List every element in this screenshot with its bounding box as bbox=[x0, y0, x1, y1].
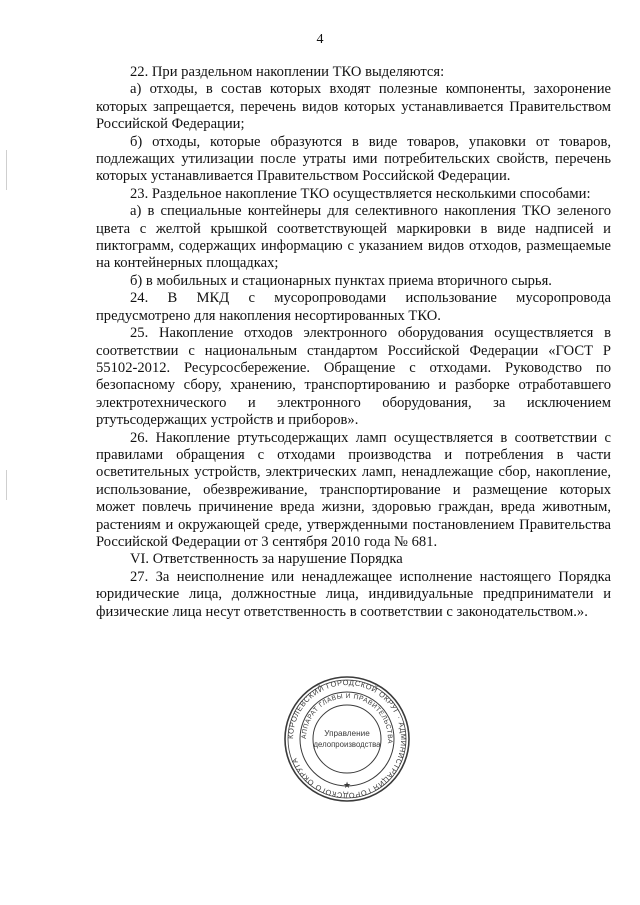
page-number: 4 bbox=[316, 32, 324, 47]
official-seal bbox=[282, 674, 412, 804]
scan-margin-mark bbox=[6, 150, 7, 190]
seal-center-line-1: Управление bbox=[324, 729, 370, 738]
scan-margin-mark bbox=[6, 470, 7, 500]
seal-outer-text: КОРОЛЕВСКИЙ ГОРОДСКОЙ ОКРУГ · АДМИНИСТРАЦИЯ ГОРОДСКОГО ОКРУГА bbox=[285, 677, 409, 801]
seal-star-icon: ★ bbox=[342, 780, 352, 790]
paragraph-22: 22. При раздельном накоплении ТКО выделяются: bbox=[130, 64, 445, 80]
document-body bbox=[96, 64, 611, 621]
paragraph-23: 23. Раздельное накопление ТКО осуществляется несколькими способами: bbox=[130, 185, 591, 202]
paragraph-27: 27. За неисполнение или ненадлежащее исполнение настоящего Порядка юридические лица, должностные лица, индивидуальные предприниматели и физические лица несут ответственность в соответствии с законодательством.». bbox=[96, 568, 611, 620]
section-heading: VI. Ответственность за нарушение Порядка bbox=[130, 551, 403, 568]
paragraph-22a: а) отходы, в состав которых входят полезные компоненты, захоронение которых запрещается, перечень видов которых устанавливается Правительством Российской Федерации; bbox=[96, 81, 611, 133]
seal-graphic bbox=[282, 674, 412, 804]
paragraph-26: 26. Накопление ртутьсодержащих ламп осуществляется в соответствии с правилами обращения с отходами производства и потребления в части осветительных устройств, электрических ламп, ненадлежащие сбор, накопление, использование, обезвреживание, транспортирование и размещение которых может повлечь причинение вреда жизни, здоровью граждан, вреда животным, растениям и окружающей среде, утвержденными постановлением Правительства Российской Федерации от 3 сентября 2010 года № 681. bbox=[96, 429, 611, 550]
paragraph-24: 24. В МКД с мусоропроводами использование мусоропровода предусмотрено для накопления несортированных ТКО. bbox=[96, 290, 611, 324]
seal-inner-text: АППАРАТ ГЛАВЫ И ПРАВИТЕЛЬСТВА bbox=[300, 692, 394, 745]
paragraph-23b: б) в мобильных и стационарных пунктах приема вторичного сырья. bbox=[130, 272, 552, 289]
paragraph-22b: б) отходы, которые образуются в виде товаров, упаковки от товаров, подлежащих утилизации после утраты ими потребительских свойств, перечень которых устанавливается Правительством Российской Федерации. bbox=[96, 133, 611, 185]
paragraph-25: 25. Накопление отходов электронного оборудования осуществляется в соответствии с национальным стандартом Российской Федерации «ГОСТ Р 55102-2012. Ресурсосбережение. Обращение с отходами. Руководство по безопасному сбору, хранению, транспортированию и разборке отработавшего электротехнического и электронного оборудования, за исключением ртутьсодержащих устройств и приборов». bbox=[96, 325, 611, 429]
paragraph-23a: а) в специальные контейнеры для селективного накопления ТКО зеленого цвета с желтой крышкой соответствующей маркировки в виде надписей и пиктограмм, содержащих информацию с указанием видов отходов, размещаемые на контейнерных площадках; bbox=[96, 203, 611, 272]
seal-center-line-2: делопроизводства bbox=[313, 740, 381, 749]
